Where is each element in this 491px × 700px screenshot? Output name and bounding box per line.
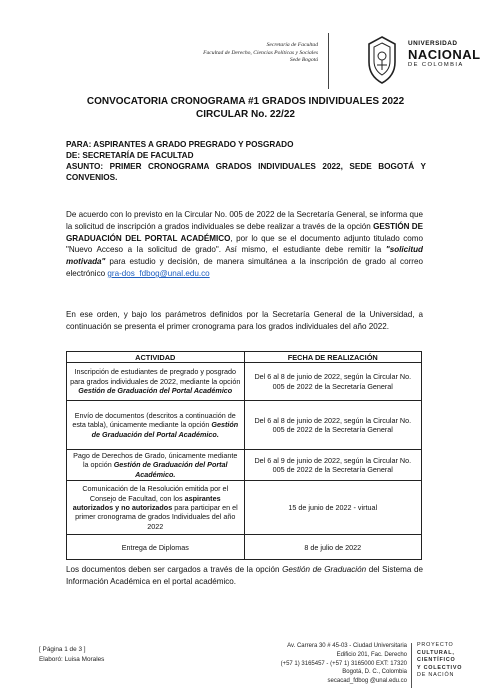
header-line: Facultad de Derecho, Ciencias Políticas y Sociales <box>203 49 318 56</box>
paragraph-text: , por lo que se el documento adjunto titulado como "Nuevo Acceso a la solicitud de grado". Así mismo, el estudiante debe remitir la <box>66 233 424 255</box>
date-cell: 15 de junio de 2022 - virtual <box>288 503 378 513</box>
address-line: Edificio 201, Fac. Derecho <box>336 651 407 658</box>
activity-cell: Pago de Derechos de Grado, únicamente mediante la opción Gestión de Graduación del Portal Académico. <box>73 451 238 479</box>
email-link[interactable]: gra-dos_fdbog@unal.edu.co <box>107 268 210 278</box>
column-header: FECHA DE REALIZACIÓN <box>244 352 422 363</box>
paragraph-text: para estudio y decisión, de manera simultánea a la inscripción de grado al correo electrónico <box>66 257 423 278</box>
upload-instructions-paragraph <box>66 564 423 588</box>
header-divider <box>328 33 329 89</box>
header-line: Sede Bogotá <box>289 57 318 64</box>
date-cell: 8 de julio de 2022 <box>304 542 362 552</box>
portal-option: Gestión de Graduación <box>282 565 367 574</box>
schedule-intro-paragraph: En ese orden, y bajo los parámetros definidos por la Secretaría General de la Universidad, a continuación se presenta el primer cronograma para los grados individuales del año 2022. <box>66 310 423 331</box>
circular-number: CIRCULAR No. 22/22 <box>196 109 295 120</box>
motivated-request: "solicitud motivada" <box>66 245 423 267</box>
header-line: Secretaría de Facultad <box>266 42 318 48</box>
date-cell: Del 6 al 8 de junio de 2022, según la Circular No. 005 de 2022 de la Secretaría General <box>254 372 412 391</box>
logo-line: DE COLOMBIA <box>408 62 464 68</box>
page-number: [ Página 1 de 3 ] <box>39 646 86 653</box>
activity-cell: Comunicación de la Resolución emitida por el Consejo de Facultad, con los aspirantes autorizados y no autorizados para participar en el primer cronograma de grados Individuales del año 2022 <box>72 484 238 531</box>
document-title: CONVOCATORIA CRONOGRAMA #1 GRADOS INDIVIDUALES 2022 <box>86 96 405 107</box>
motto-line: CIENTÍFICO <box>417 657 456 664</box>
date-cell: Del 6 al 8 de junio de 2022, según la Circular No. 005 de 2022 de la Secretaría General <box>254 415 412 434</box>
sender-line: DE: SECRETARÍA DE FACULTAD <box>66 151 194 160</box>
activity-cell: Envío de documentos (descritos a continuación de esta tabla), únicamente mediante la opción Gestión de Graduación del Portal Académico. <box>72 410 239 439</box>
column-header: ACTIVIDAD <box>67 352 245 363</box>
table-row <box>67 401 422 450</box>
footer-page-info <box>39 645 104 664</box>
address-line: Bogotá, D. C., Colombia <box>342 669 407 676</box>
subject-line: ASUNTO: PRIMER CRONOGRAMA GRADOS INDIVIDUALES 2022, SEDE BOGOTÁ Y CONVENIOS. <box>66 162 426 182</box>
university-logo <box>408 40 481 69</box>
paragraph-text: Los documentos deben ser cargados a través de la opción <box>66 565 283 574</box>
footer-divider <box>411 643 412 688</box>
prepared-by: Elaboró: Luisa Morales <box>39 655 105 663</box>
table-header-row <box>67 352 422 363</box>
paragraph-text: del Sistema de Información Académica en el portal académico. <box>66 565 423 586</box>
motto-line: DE NACIÓN <box>417 672 455 679</box>
university-seal-icon <box>365 34 399 86</box>
table-row <box>67 450 422 481</box>
paragraph-text: De acuerdo con lo previsto en la Circular No. 005 de 2022 de la Secretaría General, se informa que la solicitud de inscripción a grados individuales se debe realizar a través de la opción <box>66 210 423 231</box>
footer-motto <box>417 642 462 680</box>
faculty-header <box>203 42 318 65</box>
table-row <box>67 363 422 401</box>
motto-line: CULTURAL, <box>417 649 455 656</box>
recipients-line: PARA: ASPIRANTES A GRADO PREGRADO Y POSGRADO <box>66 140 294 149</box>
activity-cell: Entrega de Diplomas <box>121 542 189 552</box>
activity-cell: Inscripción de estudiantes de pregrado y posgrado para grados individuales de 2022, mediante la opción Gestión de Graduación del Portal Académico <box>70 367 241 396</box>
schedule-table <box>66 351 422 560</box>
address-line: Av. Carrera 30 # 45-03 - Ciudad Universitaria <box>287 643 407 649</box>
table-row <box>67 481 422 535</box>
portal-option: GESTIÓN DE GRADUACIÓN DEL PORTAL ACADÉMICO <box>66 221 423 243</box>
motto-line: PROYECTO <box>417 642 454 648</box>
address-line: (+57 1) 3165457 - (+57 1) 3165000 EXT: 17320 <box>280 660 407 667</box>
footer-address <box>281 642 407 686</box>
intro-paragraph <box>66 209 423 280</box>
logo-line: NACIONAL <box>408 47 481 62</box>
address-line: secacad_fdbog @unal.edu.co <box>327 678 407 685</box>
motto-line: Y COLECTIVO <box>417 664 463 671</box>
logo-line: UNIVERSIDAD <box>408 40 458 47</box>
date-cell: Del 6 al 9 de junio de 2022, según la Circular No. 005 de 2022 de la Secretaría General <box>254 455 412 475</box>
table-row <box>67 535 422 560</box>
